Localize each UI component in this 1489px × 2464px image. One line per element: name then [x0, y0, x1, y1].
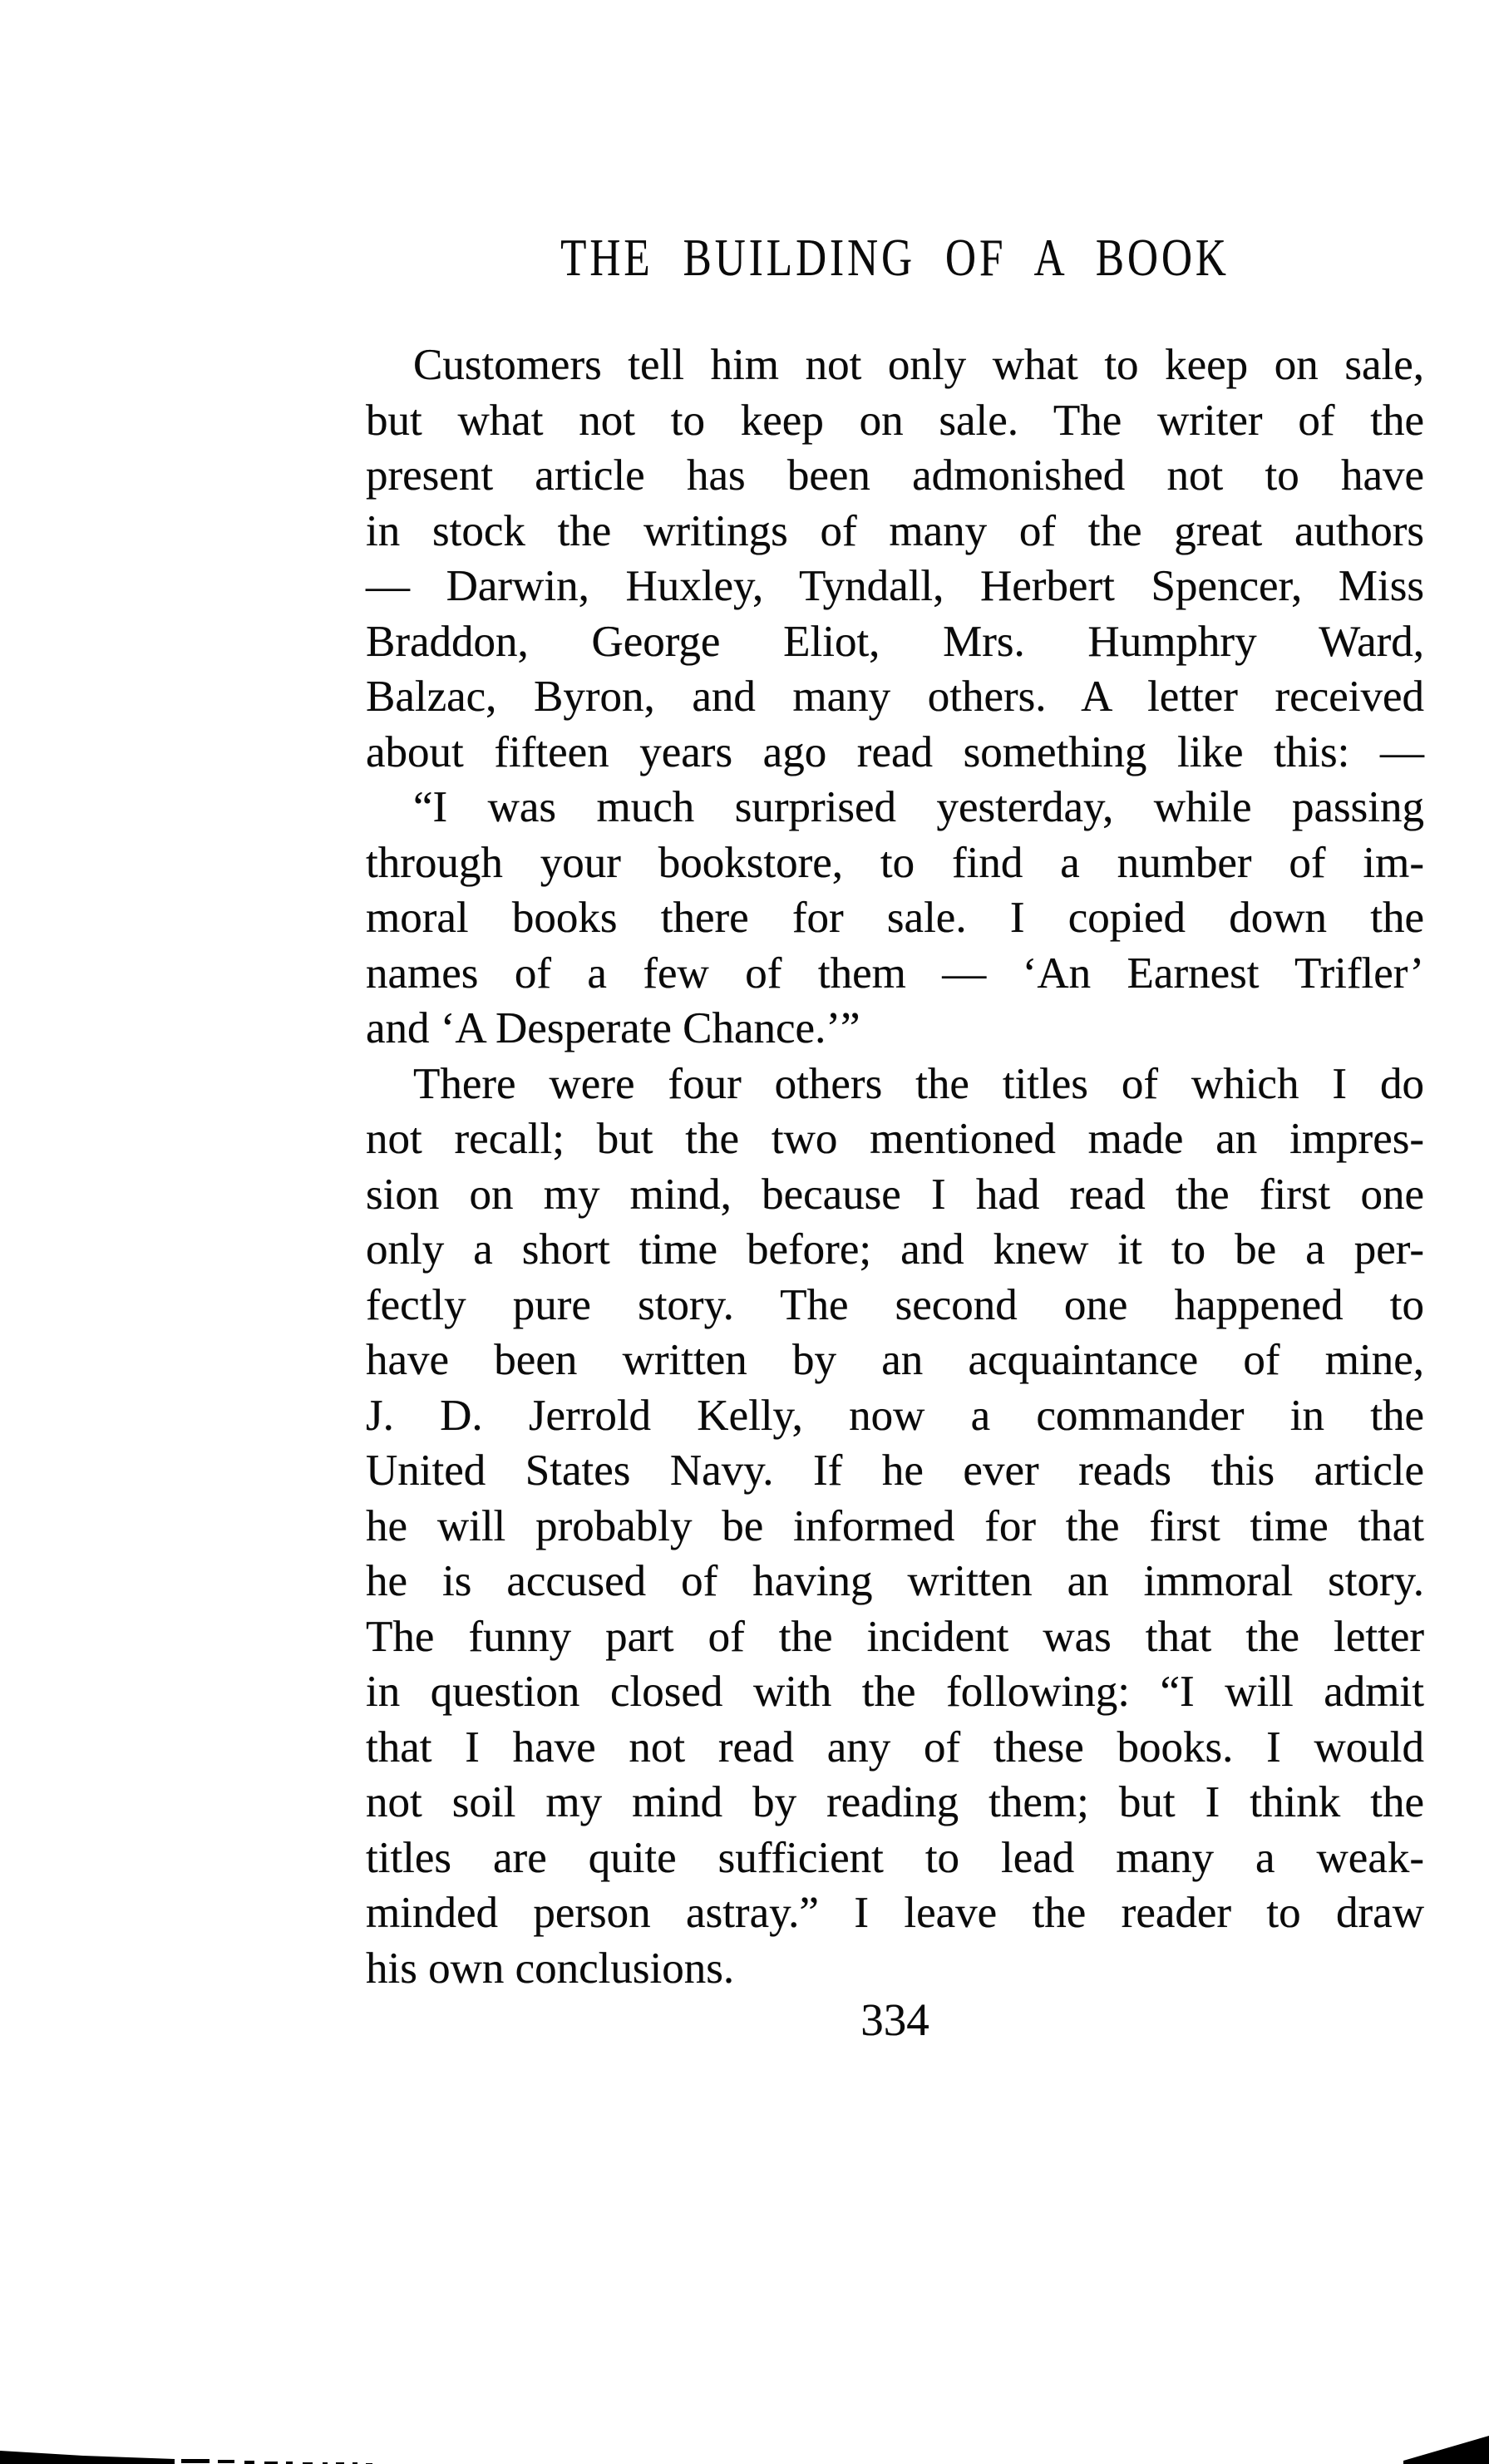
text-line: Balzac, Byron, and many others. A letter received: [366, 673, 1424, 721]
text-line: that I have not read any of these books. I would: [366, 1722, 1424, 1772]
text-line: — Darwin, Huxley, Tyndall, Herbert Spencer, Miss: [366, 562, 1424, 610]
text-line: not recall; but the two mentioned made an impres-: [366, 1115, 1424, 1163]
text-line: in question closed with the following: “I will admit: [366, 1668, 1424, 1716]
text-line: moral books there for sale. I copied down the: [366, 894, 1424, 942]
running-head: THE BUILDING OF A BOOK: [560, 228, 1230, 287]
text-line: have been written by an acquaintance of mine,: [366, 1336, 1424, 1384]
scan-artifact-bottom-left: [0, 2444, 391, 2464]
text-line: through your bookstore, to find a number of im-: [366, 838, 1424, 887]
text-line: There were four others the titles of which I do: [413, 1059, 1424, 1108]
paragraph: [366, 1057, 1424, 1997]
text-line: minded person astray.” I leave the reader to draw: [366, 1889, 1424, 1937]
text-line: The funny part of the incident was that the letter: [366, 1612, 1424, 1661]
text-line: not soil my mind by reading them; but I think the: [366, 1778, 1424, 1826]
scan-artifact-bottom-right: [1403, 2431, 1489, 2464]
text-line: and ‘A Desperate Chance.’”: [366, 1004, 860, 1052]
text-line: in stock the writings of many of the great authors: [366, 506, 1424, 555]
text-line: present article has been admonished not to have: [366, 451, 1424, 500]
text-line: Customers tell him not only what to keep on sale,: [413, 341, 1424, 389]
page-number: 334: [860, 1994, 929, 2045]
text-line: about fifteen years ago read something like this: —: [366, 727, 1424, 776]
text-line: he will probably be informed for the first time that: [366, 1501, 1424, 1550]
text-line: but what not to keep on sale. The writer of the: [366, 396, 1424, 445]
text-line: only a short time before; and knew it to be a per-: [366, 1225, 1424, 1274]
paragraph: [366, 780, 1424, 1057]
text-line: names of a few of them — ‘An Earnest Trifler’: [366, 949, 1424, 998]
text-line: fectly pure story. The second one happened to: [366, 1280, 1424, 1329]
text-line: J. D. Jerrold Kelly, now a commander in the: [366, 1391, 1424, 1440]
text-line: he is accused of having written an immoral story.: [366, 1557, 1424, 1605]
text-line: United States Navy. If he ever reads this article: [366, 1446, 1424, 1495]
paragraph: [366, 338, 1424, 780]
text-line: his own conclusions.: [366, 1944, 735, 1993]
text-line: “I was much surprised yesterday, while passing: [413, 783, 1424, 831]
text-line: Braddon, George Eliot, Mrs. Humphry Ward,: [366, 617, 1424, 666]
text-line: sion on my mind, because I had read the first one: [366, 1170, 1424, 1219]
text-line: titles are quite sufficient to lead many a weak-: [366, 1833, 1424, 1882]
body-text: [366, 338, 1424, 1996]
